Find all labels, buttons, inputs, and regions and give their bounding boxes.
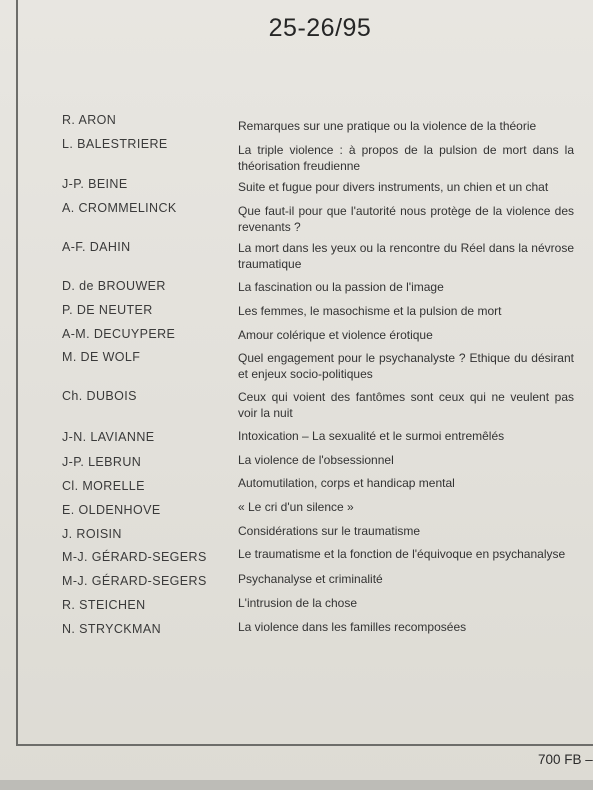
entry-author: M-J. GÉRARD-SEGERS bbox=[62, 550, 207, 564]
entry-author: A-F. DAHIN bbox=[62, 240, 131, 254]
issue-number: 25-26/95 bbox=[268, 14, 372, 42]
entry-title: La violence dans les familles recomposées bbox=[238, 620, 467, 634]
entry-author: Cl. MORELLE bbox=[62, 479, 145, 493]
entry-title: Psychanalyse et criminalité bbox=[238, 572, 383, 586]
entry-author: J-N. LAVIANNE bbox=[62, 430, 155, 444]
entry-author: A-M. DECUYPERE bbox=[62, 327, 176, 341]
entry-title: Remarques sur une pratique ou la violence de la théorie bbox=[238, 119, 537, 133]
entry-title: « Le cri d'un silence » bbox=[238, 500, 354, 514]
entry-author: E. OLDENHOVE bbox=[62, 503, 161, 517]
entry-title: Intoxication – La sexualité et le surmoi entremêlés bbox=[238, 429, 505, 443]
entry-title: Le traumatisme et la fonction de l'équivoque en psychanalyse bbox=[238, 547, 566, 561]
entry-title: Que faut-il pour que l'autorité nous protège de la violence des revenants ? bbox=[238, 204, 574, 234]
entry-author: M. DE WOLF bbox=[62, 350, 141, 364]
price-label: 700 FB – bbox=[538, 752, 593, 767]
entry-title: La violence de l'obsessionnel bbox=[238, 453, 394, 467]
page-edge-strip bbox=[0, 780, 593, 790]
entry-author: Ch. DUBOIS bbox=[62, 389, 137, 403]
entry-title: Automutilation, corps et handicap mental bbox=[238, 476, 455, 490]
entry-author: J. ROISIN bbox=[62, 527, 122, 541]
entry-author: D. de BROUWER bbox=[62, 279, 166, 293]
entry-title: Les femmes, le masochisme et la pulsion de mort bbox=[238, 304, 502, 318]
entry-author: R. ARON bbox=[62, 113, 117, 127]
entry-author: L. BALESTRIERE bbox=[62, 137, 168, 151]
entry-author: P. DE NEUTER bbox=[62, 303, 153, 317]
entry-title: Amour colérique et violence érotique bbox=[238, 328, 433, 342]
entry-author: A. CROMMELINCK bbox=[62, 201, 177, 215]
entry-title: L'intrusion de la chose bbox=[238, 596, 358, 610]
entry-title: La fascination ou la passion de l'image bbox=[238, 280, 444, 294]
entry-title: Considérations sur le traumatisme bbox=[238, 524, 421, 538]
entry-author: J-P. LEBRUN bbox=[62, 455, 142, 469]
entry-title: La mort dans les yeux ou la rencontre du Réel dans la névrose traumatique bbox=[238, 241, 574, 271]
entry-author: M-J. GÉRARD-SEGERS bbox=[62, 574, 207, 588]
frame-bottom-rule bbox=[16, 744, 593, 746]
entry-title: Ceux qui voient des fantômes sont ceux qui ne veulent pas voir la nuit bbox=[238, 390, 574, 420]
entry-title: Quel engagement pour le psychanalyste ? Ethique du désirant et enjeux socio-politiques bbox=[238, 351, 574, 381]
entry-author: N. STRYCKMAN bbox=[62, 622, 162, 636]
entry-author: R. STEICHEN bbox=[62, 598, 146, 612]
entry-author: J-P. BEINE bbox=[62, 177, 128, 191]
entry-title: La triple violence : à propos de la pulsion de mort dans la théorisation freudienne bbox=[238, 143, 574, 173]
entry-title: Suite et fugue pour divers instruments, un chien et un chat bbox=[238, 180, 549, 194]
